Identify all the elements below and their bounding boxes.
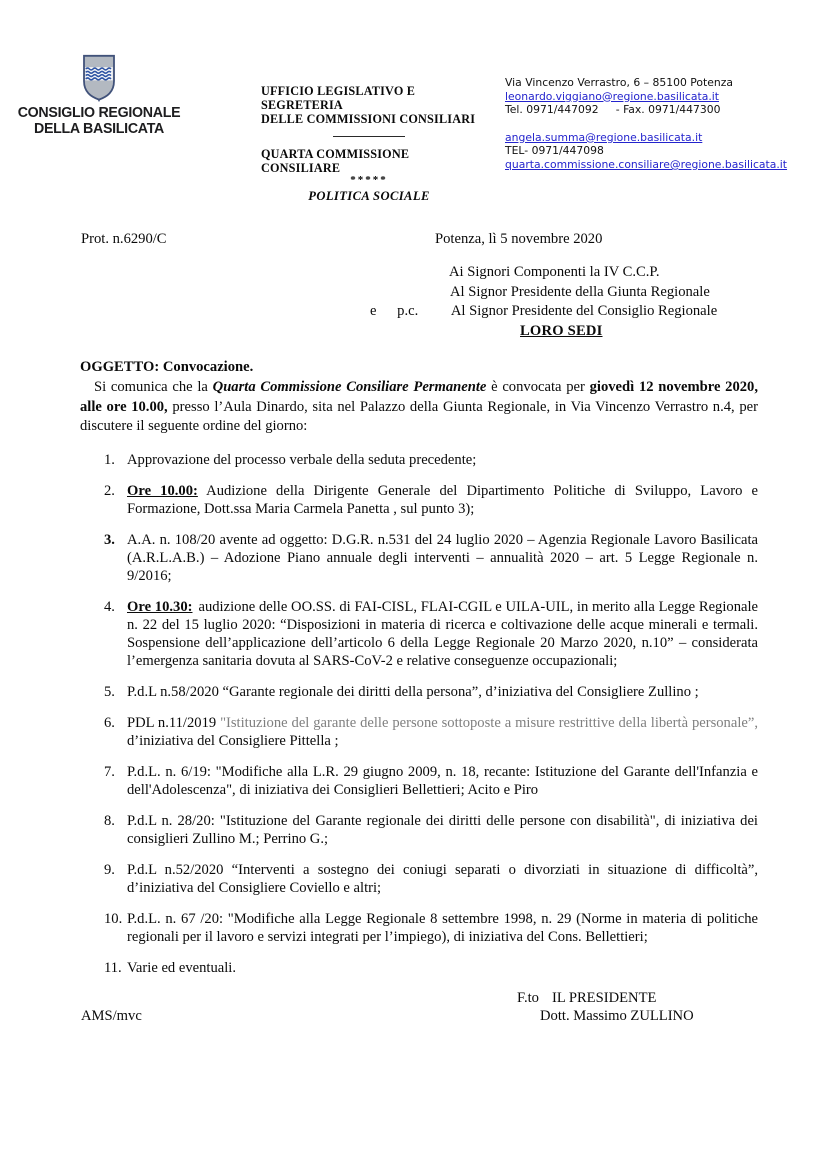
signature-fto-line xyxy=(517,990,656,1008)
agenda-text-segment: Varie ed eventuali. xyxy=(127,959,236,976)
protocol-number: Prot. n.6290/C xyxy=(81,231,167,247)
agenda-item-number: 8. xyxy=(104,812,115,829)
subject-block xyxy=(80,358,758,436)
commission-subtitle: POLITICA SOCIALE xyxy=(308,188,430,203)
agenda-item-9 xyxy=(104,861,758,897)
office-title-line2: DELLE COMMISSIONI CONSILIARI xyxy=(261,111,476,126)
recipient-line-3 xyxy=(370,302,744,322)
recipients-block xyxy=(370,263,744,341)
agenda-item-number: 2. xyxy=(104,482,115,499)
contact-address: Via Vincenzo Verrastro, 6 – 85100 Potenza xyxy=(505,76,733,89)
agenda-text-segment: P.d.L n.52/2020 “Interventi a sostegno dei coniugi separati o divorziati in situazione di difficoltà”, d’iniziativa del Consigliere Coviello e altri; xyxy=(127,861,758,896)
agenda-item-number: 11. xyxy=(104,959,122,976)
agenda-text-segment: P.d.L n. 28/20: "Istituzione del Garante regionale dei diritti delle persone con disabilità", di iniziativa dei consiglieri Zullino M.; Perrino G.; xyxy=(127,812,758,847)
agenda-item-text xyxy=(127,910,758,946)
typist-initials: AMS/mvc xyxy=(81,1007,142,1024)
meta-row xyxy=(80,231,758,251)
agenda-item-text xyxy=(127,683,758,701)
subject-value: Convocazione. xyxy=(162,359,254,376)
president-name: Dott. Massimo ZULLINO xyxy=(540,1007,694,1024)
agenda-text-segment: Ore 10.00: xyxy=(127,482,198,499)
agenda-list xyxy=(80,451,758,977)
agenda-item-number: 1. xyxy=(104,451,115,468)
agenda-item-6 xyxy=(104,714,758,750)
signature-block xyxy=(80,990,758,1034)
fto-label: F.to xyxy=(517,989,539,1006)
agenda-text-segment: Ore 10.30: xyxy=(127,598,193,615)
agenda-item-3 xyxy=(104,531,758,585)
agenda-item-text xyxy=(127,482,758,518)
agenda-text-segment: audizione delle OO.SS. di FAI-CISL, FLAI-CGIL e UILA-UIL, in merito alla Legge Regionale n. 22 del 15 luglio 2020: “Disposizioni in materia di ricerca e coltivazione delle acque minerali e termali. Sospensione dell’applicazione dell’articolo 6 della Legge Regionale 20 Marzo 2020, n.10” – considerata l’emergenza sanitaria dovuta al SARS-CoV-2 e relative conseguenze occupazionali; xyxy=(127,598,759,669)
agenda-item-text xyxy=(127,812,758,848)
recipient-line-3-text: Al Signor Presidente del Consiglio Regionale xyxy=(450,303,718,320)
intro-part-1: Si comunica che la xyxy=(94,378,213,395)
letter-body xyxy=(80,231,758,1034)
agenda-item-text xyxy=(127,959,758,977)
agenda-item-7 xyxy=(104,763,758,799)
agenda-item-text xyxy=(127,763,758,799)
agenda-text-segment: A.A. n. 108/20 avente ad oggetto: D.G.R. n.531 del 24 luglio 2020 – Agenzia Regionale Lavoro Basilicata (A.R.L.A.B.) – Adozione Piano annuale degli interventi – annualità 2020 – art. 5 Legge Regionale n. 9/2016; xyxy=(127,531,758,584)
intro-part-3: è convocata per xyxy=(486,378,590,395)
agenda-item-text xyxy=(127,714,758,750)
intro-part-5: presso l’Aula Dinardo, sita nel Palazzo della Giunta Regionale, in Via Vincenzo Verrastro n.4, per discutere il seguente ordine del giorno: xyxy=(80,398,758,435)
stars-separator: ***** xyxy=(350,173,388,186)
contact-gap xyxy=(505,117,815,131)
meeting-datetime-emphasis: giovedì 12 novembre 2020, alle ore 10.00, xyxy=(80,378,759,415)
agenda-text-segment: Audizione della Dirigente Generale del Dipartimento Politiche di Sviluppo, Lavoro e Formazione, Dott.ssa Maria Carmela Panetta , sul punto 3); xyxy=(127,482,759,517)
contact-phone-2: TEL- 0971/447098 xyxy=(505,144,604,158)
recipient-pc: p.c. xyxy=(397,303,419,320)
agenda-item-1 xyxy=(104,451,758,469)
recipient-e: e xyxy=(370,303,377,320)
agenda-item-text xyxy=(127,598,758,670)
email-link-1[interactable]: leonardo.viggiano@regione.basilicata.it xyxy=(505,89,719,103)
contact-block xyxy=(505,76,815,172)
agenda-item-text xyxy=(127,861,758,897)
loro-sedi: LORO SEDI xyxy=(520,322,603,339)
agenda-text-segment: d’iniziativa del Consigliere Pittella ; xyxy=(127,732,339,749)
agenda-item-10 xyxy=(104,910,758,946)
president-role: IL PRESIDENTE xyxy=(551,989,657,1006)
agenda-item-11 xyxy=(104,959,758,977)
commission-name-emphasis: Quarta Commissione Consiliare Permanente xyxy=(212,378,487,395)
agenda-item-5 xyxy=(104,683,758,701)
email-link-2[interactable]: angela.summa@regione.basilicata.it xyxy=(505,130,703,144)
agenda-text-segment: P.d.L. n. 6/19: "Modifiche alla L.R. 29 giugno 2009, n. 18, recante: Istituzione del Garante dell'Infanzia e dell'Adolescenza", di iniziativa dei Consiglieri Bellettieri; Acito e Piro xyxy=(127,763,758,798)
subject-line xyxy=(80,358,758,378)
org-name-line1: CONSIGLIO REGIONALE xyxy=(17,105,181,121)
basilicata-shield-icon xyxy=(8,54,190,102)
subject-colon: : xyxy=(154,359,163,376)
agenda-item-number: 5. xyxy=(104,683,115,700)
agenda-text-segment: Approvazione del processo verbale della seduta precedente; xyxy=(127,451,477,468)
agenda-item-4 xyxy=(104,598,758,670)
agenda-text-segment: P.d.L. n. 67 /20: "Modifiche alla Legge Regionale 8 settembre 1998, n. 29 (Norme in materia di politiche regionali per il lavoro e servizi integrati per l’impiego), di iniziativa del Cons. Bellettieri; xyxy=(127,910,758,945)
agenda-item-8 xyxy=(104,812,758,848)
contact-phone-fax: Tel. 0971/447092 - Fax. 0971/447300 xyxy=(505,103,721,117)
regione-basilicata-logo xyxy=(8,54,190,137)
letterhead xyxy=(0,0,826,220)
agenda-text-segment: P.d.L n.58/2020 “Garante regionale dei diritti della persona”, d’iniziativa del Consigliere Zullino ; xyxy=(127,683,699,700)
agenda-item-2 xyxy=(104,482,758,518)
agenda-item-number: 10. xyxy=(104,910,123,927)
agenda-item-text xyxy=(127,531,758,585)
agenda-item-text xyxy=(127,451,758,469)
office-title-line1: UFFICIO LEGISLATIVO E SEGRETERIA xyxy=(261,84,416,112)
recipient-line-2: Al Signor Presidente della Giunta Regionale xyxy=(450,283,710,300)
commission-title: QUARTA COMMISSIONE CONSILIARE xyxy=(261,147,410,176)
email-link-3[interactable]: quarta.commissione.consiliare@regione.basilicata.it xyxy=(505,157,788,171)
divider-line xyxy=(333,136,405,137)
org-name-line2: DELLA BASILICATA xyxy=(33,121,165,137)
letter-date: Potenza, lì 5 novembre 2020 xyxy=(435,231,603,247)
agenda-item-number: 7. xyxy=(104,763,115,780)
agenda-item-number: 3. xyxy=(104,531,115,548)
agenda-item-number: 4. xyxy=(104,598,115,615)
office-header xyxy=(261,85,477,204)
agenda-text-segment: PDL n.11/2019 xyxy=(127,714,221,731)
subject-label: OGGETTO xyxy=(80,359,155,376)
intro-paragraph xyxy=(80,378,758,437)
recipient-line-1: Ai Signori Componenti la IV C.C.P. xyxy=(449,264,660,280)
agenda-text-segment: "Istituzione del garante delle persone sottoposte a misure restrittive della libertà personale”, xyxy=(220,714,758,731)
agenda-item-number: 9. xyxy=(104,861,115,878)
agenda-item-number: 6. xyxy=(104,714,115,731)
